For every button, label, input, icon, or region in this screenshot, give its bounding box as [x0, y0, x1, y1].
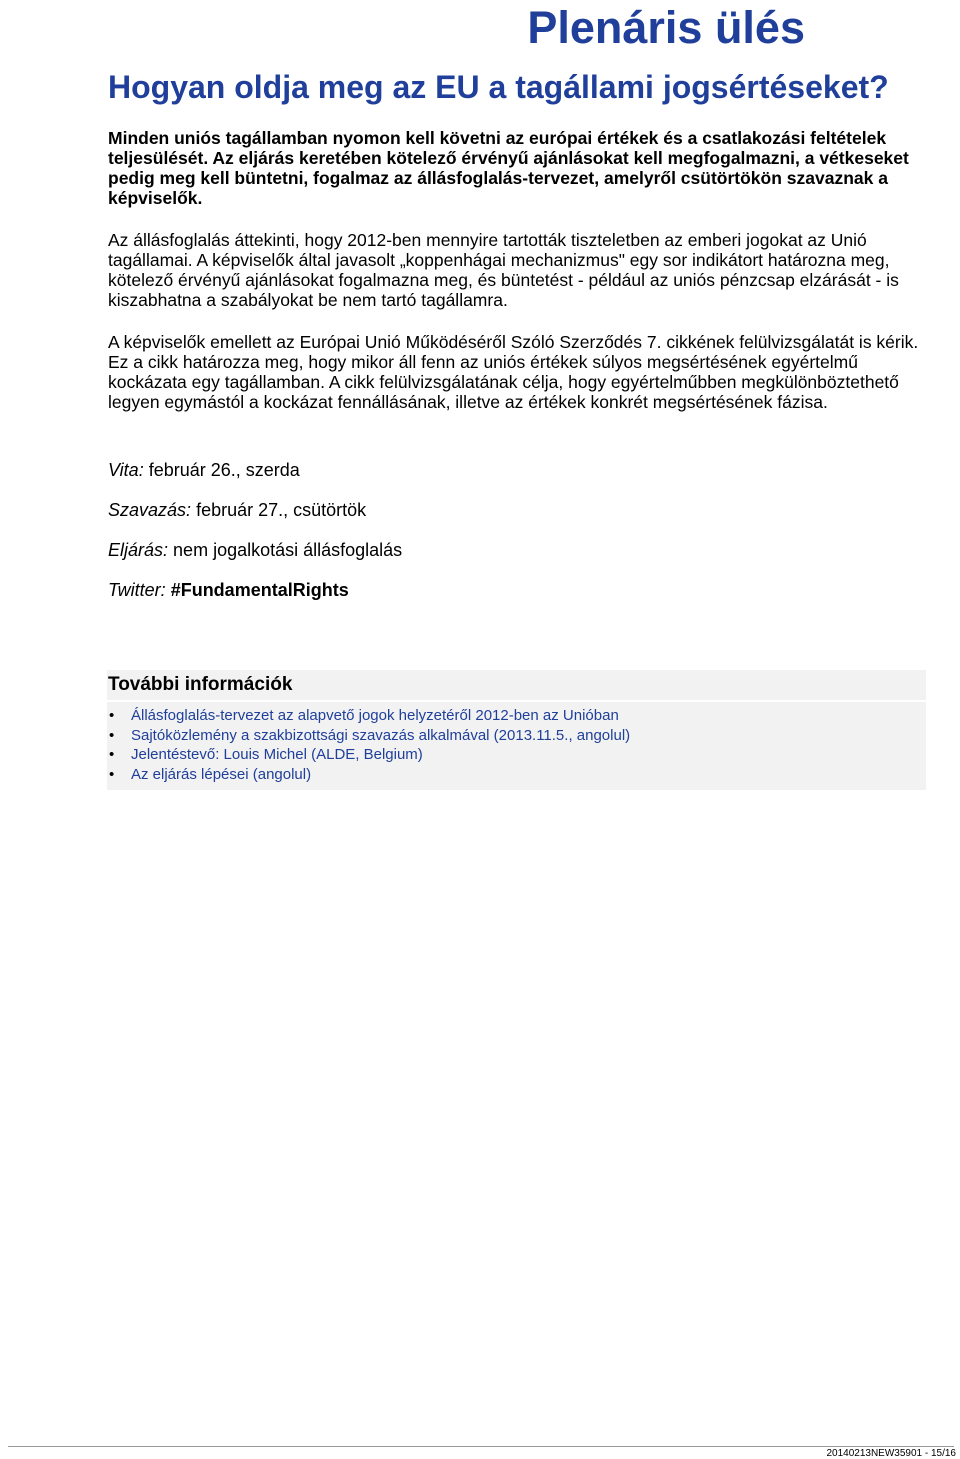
debate-info — [108, 459, 300, 481]
vote-label: Szavazás: — [108, 500, 192, 520]
more-info-heading: További információk — [107, 670, 926, 702]
twitter-info — [108, 579, 349, 601]
twitter-hashtag[interactable]: #FundamentalRights — [170, 580, 349, 600]
body-paragraph-1: Az állásfoglalás áttekinti, hogy 2012-ben mennyire tartották tiszteletben az emberi jogokat az Unió tagállamai. A képviselők által javasolt „koppenhágai mechanizmus" egy sor indikátort határozna meg, kötelező érvényű ajánlásokat fogalmazna meg, és büntetést - például az uniós pénzcsap elzárását - is kiszabhatna a szabályokat be nem tartó tagállamra. — [108, 230, 899, 310]
body-paragraph-2: A képviselők emellett az Európai Unió Működéséről Szóló Szerződés 7. cikkének felülvizsgálatát is kérik. Ez a cikk határozza meg, hogy mikor áll fenn az uniós értékek súlyos megsértésének egyértelmű kockázata egy tagállamban. A cikk felülvizsgálatának célja, hogy egyértelműbben megkülönböztethető legyen egymástól a kockázat fennállásának, illetve az értékek konkrét megsértésének fázisa. — [108, 332, 919, 412]
procedure-info — [108, 539, 402, 561]
more-info-link-procedure-steps[interactable] — [107, 765, 926, 785]
bullet-icon: • — [109, 746, 115, 763]
bullet-icon: • — [109, 707, 115, 724]
procedure-label: Eljárás: — [108, 540, 169, 560]
link-text[interactable]: Az eljárás lépései (angolul) — [131, 765, 312, 783]
bullet-icon: • — [109, 726, 115, 744]
page-reference: 20140213NEW35901 - 15/16 — [826, 1448, 956, 1459]
vote-value: február 27., csütörtök — [196, 500, 367, 520]
procedure-value: nem jogalkotási állásfoglalás — [173, 540, 403, 560]
lead-paragraph: Minden uniós tagállamban nyomon kell követni az európai értékek és a csatlakozási feltételek teljesülését. Az eljárás keretében kötelező érvényű ajánlásokat kell megfogalmazni, a vétkeseket pedig meg kell büntetni, fogalmaz az állásfoglalás-tervezet, amelyről csütörtökön szavaznak a képviselők. — [108, 128, 909, 208]
article-body — [108, 128, 923, 434]
more-info-link-rapporteur[interactable] — [107, 745, 926, 765]
link-text[interactable]: Sajtóközlemény a szakbizottsági szavazás alkalmával (2013.11.5., angolul) — [131, 726, 631, 744]
more-info-link-press-release[interactable] — [107, 726, 926, 746]
vote-info — [108, 499, 366, 521]
bullet-icon: • — [109, 765, 115, 783]
footer-divider — [8, 1446, 954, 1447]
link-text[interactable]: Állásfoglalás-tervezet az alapvető jogok helyzetéről 2012-ben az Unióban — [131, 707, 619, 724]
more-info-list — [107, 706, 926, 784]
more-info-link-draft-resolution[interactable] — [107, 706, 926, 726]
debate-label: Vita: — [108, 460, 144, 480]
more-info-box — [107, 670, 926, 790]
section-label: Plenáris ülés — [527, 2, 805, 53]
link-text[interactable]: Jelentéstevő: Louis Michel (ALDE, Belgium) — [131, 746, 423, 763]
article-title: Hogyan oldja meg az EU a tagállami jogsértéseket? — [108, 69, 889, 105]
twitter-label: Twitter: — [108, 580, 166, 600]
debate-value: február 26., szerda — [148, 460, 300, 480]
